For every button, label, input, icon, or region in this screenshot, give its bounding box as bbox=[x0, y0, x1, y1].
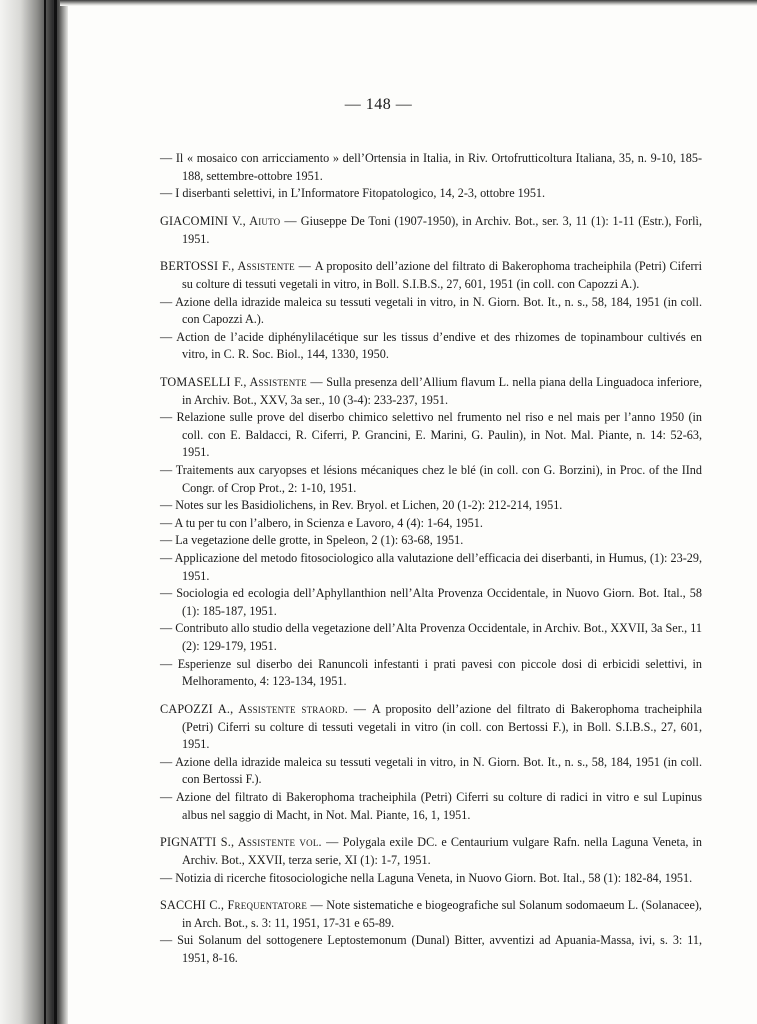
author-entry bbox=[160, 374, 702, 409]
bibliography-entry: — La vegetazione delle grotte, in Speleon, 2 (1): 63-68, 1951. bbox=[160, 533, 464, 548]
author-name: PIGNATTI S., Assistente vol. — bbox=[160, 835, 343, 850]
bibliography-entry: — Sui Solanum del sottogenere Leptostemonum (Dunal) Bitter, avventizi ad Apuania-Massa, ivi, s. 3: 11, 1951, 8-16. bbox=[160, 933, 702, 966]
bibliography-entry: Sulla presenza dell’Allium flavum L. nella piana della Linguadoca inferiore, in Archiv. Bot., XXV, 3a ser., 10 (3-4): 233-237, 1951. bbox=[182, 375, 702, 407]
author-entry bbox=[160, 701, 702, 754]
page-number: — 148 — bbox=[344, 96, 413, 113]
author-name: CAPOZZI A., Assistente straord. — bbox=[160, 701, 372, 716]
author-name: GIACOMINI V., Aiuto — bbox=[160, 213, 301, 228]
bibliography-entry: A proposito dell’azione del filtrato di Bakerophoma tracheiphila (Petri) Ciferri su colture di tessuti vegetali in vitro, in Boll. S.I.B.S., 27, 601, 1951 (in coll. con Capozzi A.). bbox=[182, 259, 702, 291]
bibliography-entry: — A tu per tu con l’albero, in Scienza e Lavoro, 4 (4): 1-64, 1951. bbox=[160, 515, 483, 530]
author-name: SACCHI C., Frequentatore — bbox=[160, 898, 327, 913]
author-name: TOMASELLI F., Assistente — bbox=[160, 375, 327, 390]
bibliography-entry: — Contributo allo studio della vegetazione dell’Alta Provenza Occidentale, in Archiv. Bot., XXVII, 3a Ser., 11 (2): 129-179, 1951. bbox=[160, 621, 702, 653]
bibliography-entry: — Traitements aux caryopses et lésions mécaniques chez le blé (in coll. con G. Borzini), in Proc. of the IInd Congr. of Crop Prot., 2: 1-10, 1951. bbox=[160, 463, 702, 495]
author-entry bbox=[160, 897, 702, 932]
bibliography-entry: Polygala exile DC. e Centaurium vulgare Rafn. nella Laguna Veneta, in Archiv. Bot., XXVII, terza serie, XI (1): 1-7, 1951. bbox=[182, 835, 702, 867]
bibliography-entry: Giuseppe De Toni (1907-1950), in Archiv. Bot., ser. 3, 11 (1): 1-11 (Estr.), Forlì, 1951. bbox=[182, 213, 702, 246]
binding-edge-line bbox=[54, 0, 57, 1024]
bibliography-entry: — Applicazione del metodo fitosociologico alla valutazione dell’efficacia dei diserbanti, in Humus, (1): 23-29, 1951. bbox=[160, 551, 702, 583]
page-top-edge bbox=[60, 0, 757, 6]
bibliography-entry: — Il « mosaico con arricciamento » dell’Ortensia in Italia, in Riv. Ortofrutticoltura Italiana, 35, n. 9-10, 185-188, settembre-ottobre 1951. bbox=[160, 151, 702, 183]
bibliography-entry: — Azione del filtrato di Bakerophoma tracheiphila (Petri) Ciferri su colture di radici in vitro e sul Lupinus albus nel saggio di Macht, in Not. Mal. Piante, 16, 1, 1951. bbox=[160, 789, 702, 822]
bibliography-entry: — Esperienze sul diserbo dei Ranuncoli infestanti i prati pavesi con piccole dosi di erbicidi selettivi, in Melhoramento, 4: 123-134, 1951. bbox=[160, 656, 702, 689]
author-entry bbox=[160, 258, 702, 293]
bibliography-entry: A proposito dell’azione del filtrato di Bakerophoma tracheiphila (Petri) Ciferri su colture di tessuti vegetali in vitro (in coll. con Bertossi F.), in Boll. S.I.B.S., 27, 601, 1951. bbox=[182, 701, 702, 752]
bibliography-entry: — Azione della idrazide maleica su tessuti vegetali in vitro, in N. Giorn. Bot. It., n. s., 58, 184, 1951 (in coll. con Bertossi F.). bbox=[160, 754, 702, 787]
bibliography-entry: — I diserbanti selettivi, in L’Informatore Fitopatologico, 14, 2-3, ottobre 1951. bbox=[160, 186, 546, 201]
book-binding-shadow bbox=[0, 0, 68, 1024]
author-name: BERTOSSI F., Assistente — bbox=[160, 259, 315, 274]
bibliography-entry: — Notizia di ricerche fitosociologiche nella Laguna Veneta, in Nuovo Giorn. Bot. Ital., 58 (1): 182-84, 1951. bbox=[160, 870, 693, 885]
author-entry bbox=[160, 834, 702, 869]
bibliography-list bbox=[160, 150, 702, 968]
bibliography-entry: — Sociologia ed ecologia dell’Aphyllanthion nell’Alta Provenza Occidentale, in Nuovo Giorn. Bot. Ital., 58 (1): 185-187, 1951. bbox=[160, 586, 702, 618]
bibliography-entry: — Action de l’acide diphénylilacétique sur les tissus d’endive et des rhizomes de topinambour cultivés en vitro, in C. R. Soc. Biol., 144, 1330, 1950. bbox=[160, 329, 702, 362]
bibliography-entry: — Relazione sulle prove del diserbo chimico selettivo nel frumento nel riso e nel mais per l’anno 1950 (in coll. con E. Baldacci, R. Ciferri, P. Grancini, E. Marini, G. Paulin), in Not. Mal. Piante, n. 14: 52-63, 1951. bbox=[160, 410, 702, 460]
bibliography-entry: — Azione della idrazide maleica su tessuti vegetali in vitro, in N. Giorn. Bot. It., n. s., 58, 184, 1951 (in coll. con Capozzi A.). bbox=[160, 294, 702, 327]
author-entry bbox=[160, 213, 702, 248]
binding-edge-line bbox=[44, 0, 46, 1024]
bibliography-entry: Note sistematiche e biogeografiche sul Solanum sodomaeum L. (Solanacee), in Arch. Bot., s. 3: 11, 1951, 17-31 e 65-89. bbox=[182, 898, 702, 930]
bibliography-entry: — Notes sur les Basidiolichens, in Rev. Bryol. et Lichen, 20 (1-2): 212-214, 1951. bbox=[160, 498, 563, 513]
